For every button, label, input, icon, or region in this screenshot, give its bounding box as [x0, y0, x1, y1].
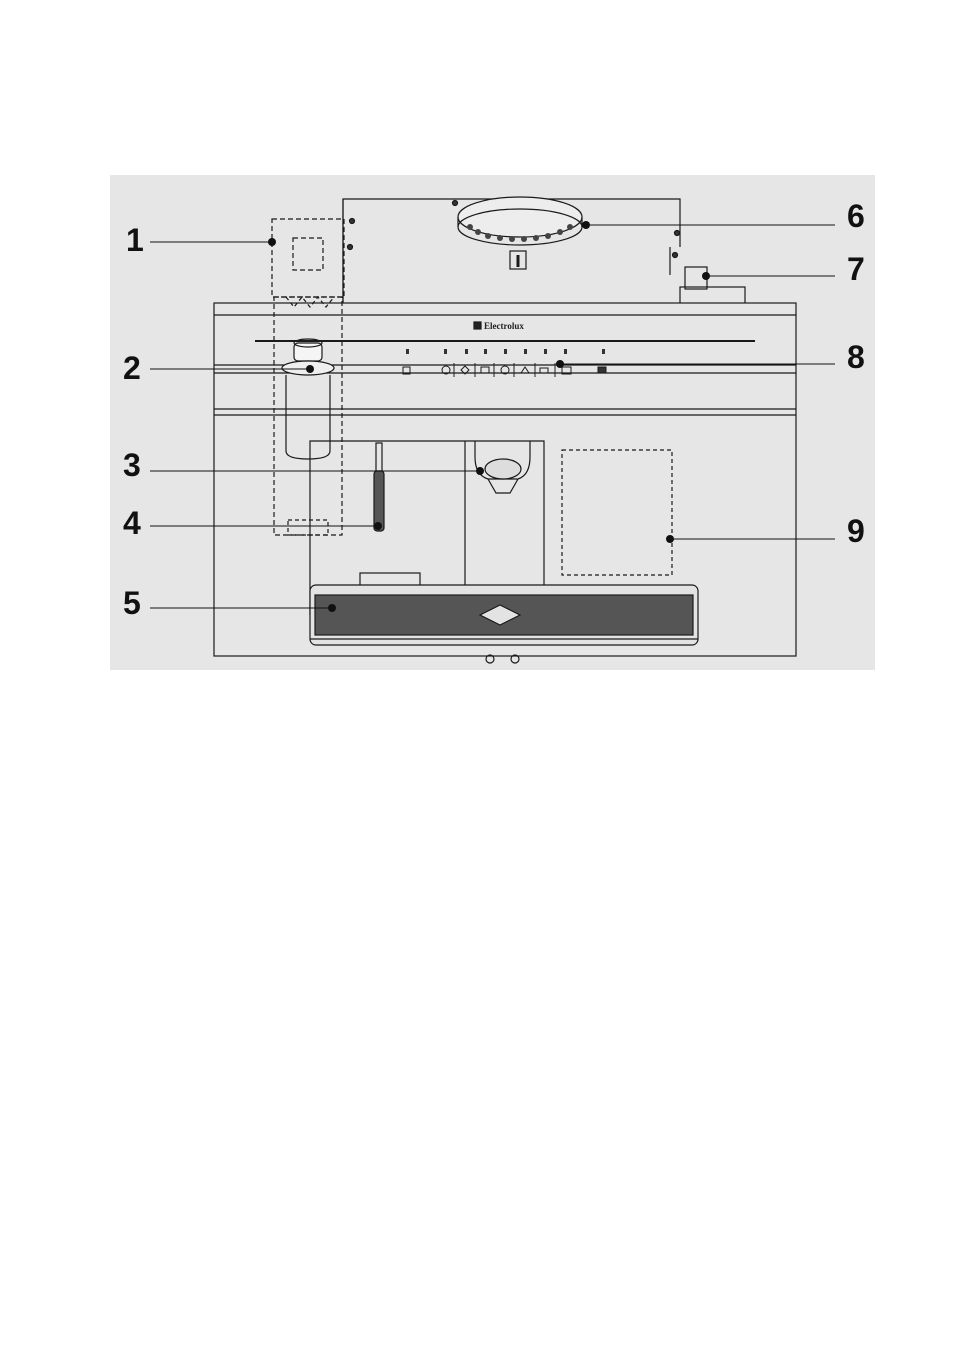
callout-label-5: 5	[123, 585, 141, 621]
callout-label-7: 7	[847, 251, 865, 287]
menu-icon[interactable]	[598, 367, 606, 373]
water-connection	[680, 267, 745, 305]
callout-label-4: 4	[123, 505, 141, 541]
callout-dot-1	[268, 238, 276, 246]
callout-label-6: 6	[847, 198, 865, 234]
callout-label-1: 1	[126, 222, 144, 258]
brand-logo	[474, 321, 524, 331]
brand-text: Electrolux	[484, 321, 524, 331]
callout-dot-8	[556, 360, 564, 368]
callout-label-3: 3	[123, 447, 141, 483]
callout-label-8: 8	[847, 339, 865, 375]
bean-container	[458, 197, 582, 269]
callout-dot-3	[476, 467, 484, 475]
callout-dot-9	[666, 535, 674, 543]
callout-dot-5	[328, 604, 336, 612]
callout-dot-2	[306, 365, 314, 373]
callout-dot-7	[702, 272, 710, 280]
callout-dot-4	[374, 522, 382, 530]
callout-dot-6	[582, 221, 590, 229]
machine-diagram	[110, 175, 875, 670]
callout-label-2: 2	[123, 350, 141, 386]
callout-label-9: 9	[847, 513, 865, 549]
